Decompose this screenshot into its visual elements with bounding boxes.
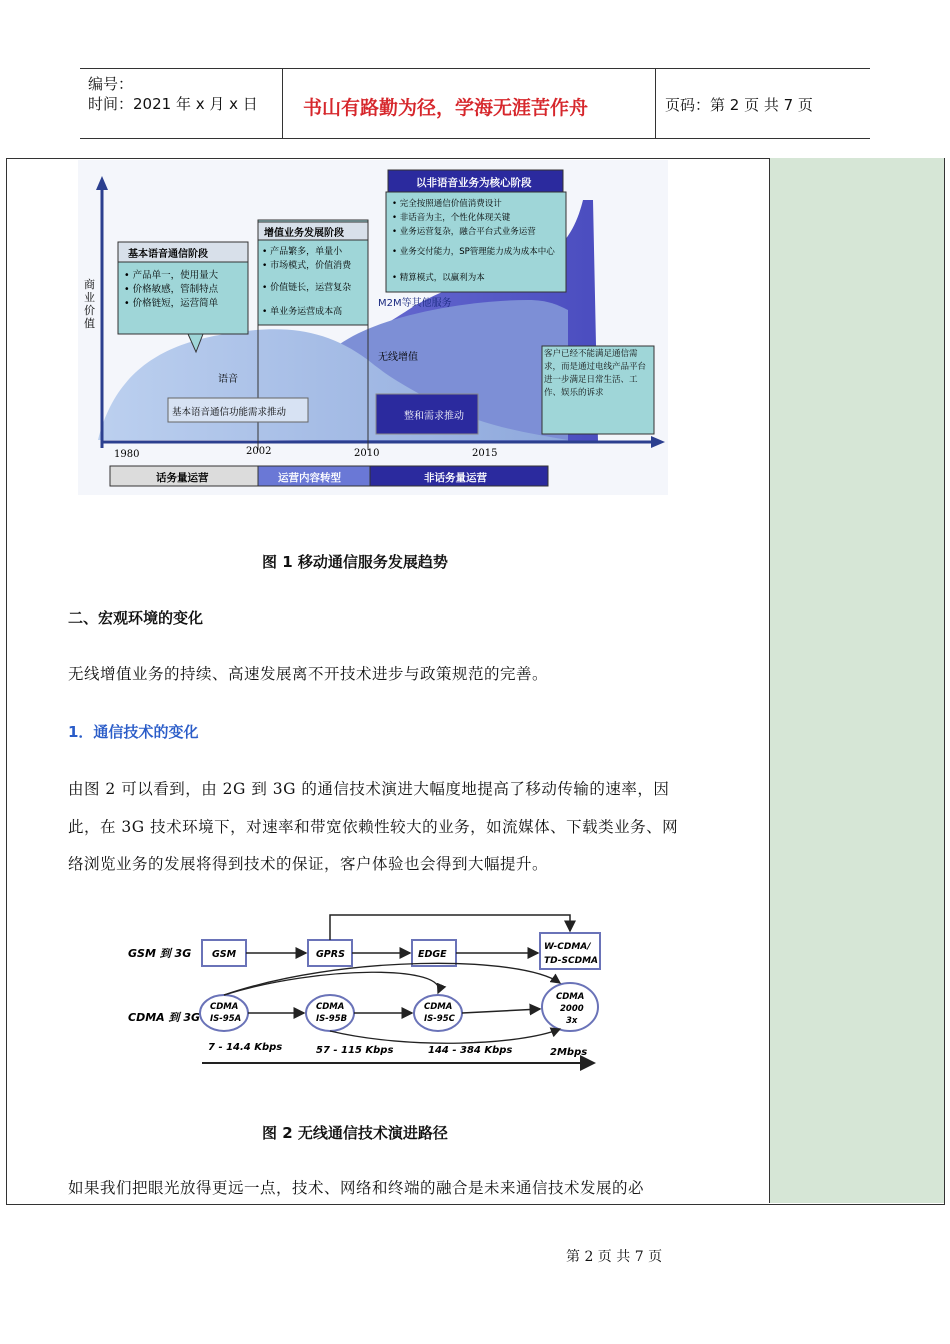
figure1-caption: 图 1 移动通信服务发展趋势: [262, 553, 448, 571]
gsm-row-label: GSM 到 3G: [128, 947, 192, 960]
node-cdma-95b: [306, 995, 354, 1031]
voice-label: 语音: [218, 374, 238, 385]
figure1-ylabel: 商业价值: [84, 278, 95, 330]
stage3-title: 以非语音业务为核心阶段: [416, 177, 532, 189]
number-label: 编号：: [88, 75, 134, 93]
header-left-cell: [80, 69, 282, 138]
wireless-label: 无线增值: [378, 352, 418, 363]
stage2-item-1: • 产品繁多，单量小: [262, 247, 343, 257]
stage2-item-3: • 价值链长，运营复杂: [262, 283, 352, 293]
speed-4: 2Mbps: [550, 1047, 588, 1058]
cdma-row-label: CDMA 到 3G: [128, 1011, 201, 1024]
stage1-item-3: • 价格链短，运营简单: [124, 298, 219, 309]
svg-text:2000: 2000: [560, 1004, 584, 1014]
node-gprs-label: GPRS: [316, 949, 345, 960]
svg-text:IS-95C: IS-95C: [424, 1014, 455, 1024]
svg-text:CDMA: CDMA: [316, 1002, 345, 1012]
figure2-caption: 图 2 无线通信技术演进路径: [262, 1124, 448, 1142]
m2m-label: M2M等其他服务: [378, 298, 452, 309]
bar-nontraffic-label: 非话务量运营: [424, 472, 487, 484]
svg-text:TD-SCDMA: TD-SCDMA: [544, 956, 598, 966]
stage2-title: 增值业务发展阶段: [264, 228, 344, 239]
customer-note-text: 客户已经不能满足通信需求，而是通过电线产品平台进一步满足日常生活、工作、娱乐的诉求: [544, 349, 647, 398]
year-2002: 2002: [246, 446, 272, 457]
stage1-title: 基本语音通信阶段: [128, 249, 208, 260]
stage3-item-4: • 业务交付能力，SP管理能力成为成本中心: [392, 247, 555, 257]
svg-text:CDMA: CDMA: [210, 1002, 239, 1012]
header-motto-cell: [282, 69, 656, 138]
year-2015: 2015: [472, 448, 498, 459]
node-gsm-label: GSM: [212, 949, 237, 960]
page-header: [80, 68, 870, 139]
stage3-item-2: • 非话音为主，个性化体现关键: [392, 213, 511, 223]
speed-2: 57 - 115 Kbps: [316, 1045, 394, 1056]
bar-transition-label: 运营内容转型: [278, 472, 341, 484]
svg-text:CDMA: CDMA: [556, 992, 585, 1002]
stage3-item-1: • 完全按照通信价值消费设计: [392, 199, 502, 209]
figure1-chart: [78, 160, 668, 495]
para2-line1: 由图 2 可以看到，由 2G 到 3G 的通信技术演进大幅度地提高了移动传输的速率，因: [68, 780, 670, 798]
svg-text:IS-95B: IS-95B: [316, 1014, 348, 1024]
stage3-item-5: • 精算模式，以赢利为本: [392, 273, 485, 283]
svg-text:IS-95A: IS-95A: [210, 1014, 242, 1024]
speed-1: 7 - 14.4 Kbps: [208, 1042, 283, 1053]
page-label: 页码：第 2 页 共 7 页: [665, 96, 813, 114]
svg-text:CDMA: CDMA: [424, 1002, 453, 1012]
stage1-item-2: • 价格敏感，管制特点: [124, 284, 219, 295]
para2-line3: 络浏览业务的发展将得到技术的保证，客户体验也会得到大幅提升。: [68, 855, 549, 873]
bar-traffic-label: 话务量运营: [156, 472, 209, 484]
node-wcdma-label: W-CDMA/: [544, 942, 591, 952]
motto: 书山有路勤为径，学海无涯苦作舟: [303, 97, 589, 119]
integrate-drive-text: 整和需求推动: [404, 411, 464, 422]
basic-drive-text: 基本语音通信功能需求推动: [172, 407, 287, 418]
header-right-cell: [655, 69, 870, 138]
para3-line1: 如果我们把眼光放得更远一点，技术、网络和终端的融合是未来通信技术发展的必: [68, 1179, 645, 1197]
svg-text:3x: 3x: [566, 1016, 578, 1026]
year-1980: 1980: [114, 449, 140, 460]
year-2010: 2010: [354, 448, 380, 459]
date-label: 时间：2021 年 x 月 x 日: [88, 95, 258, 113]
speed-3: 144 - 384 Kbps: [428, 1045, 513, 1056]
stage2-item-2: • 市场模式，价值消费: [262, 261, 352, 271]
stage2-item-4: • 单业务运营成本高: [262, 307, 343, 317]
para1: 无线增值业务的持续、高速发展离不开技术进步与政策规范的完善。: [68, 665, 549, 683]
node-cdma-95a: [200, 995, 248, 1031]
page-footer: 第 2 页 共 7 页: [566, 1249, 663, 1265]
para2-line2: 此，在 3G 技术环境下，对速率和带宽依赖性较大的业务，如流媒体、下载类业务、网: [68, 818, 679, 836]
stage3-item-3: • 业务运营复杂，融合平台式业务运营: [392, 227, 536, 237]
node-edge-label: EDGE: [418, 949, 447, 960]
figure2-diagram: [120, 905, 610, 1075]
sidebar-column: [769, 158, 944, 1203]
stage1-item-1: • 产品单一，使用量大: [124, 270, 219, 281]
section2-title: 二、宏观环境的变化: [68, 609, 204, 627]
node-cdma-95c: [414, 995, 462, 1031]
sub1-title: 1．通信技术的变化: [68, 723, 199, 741]
